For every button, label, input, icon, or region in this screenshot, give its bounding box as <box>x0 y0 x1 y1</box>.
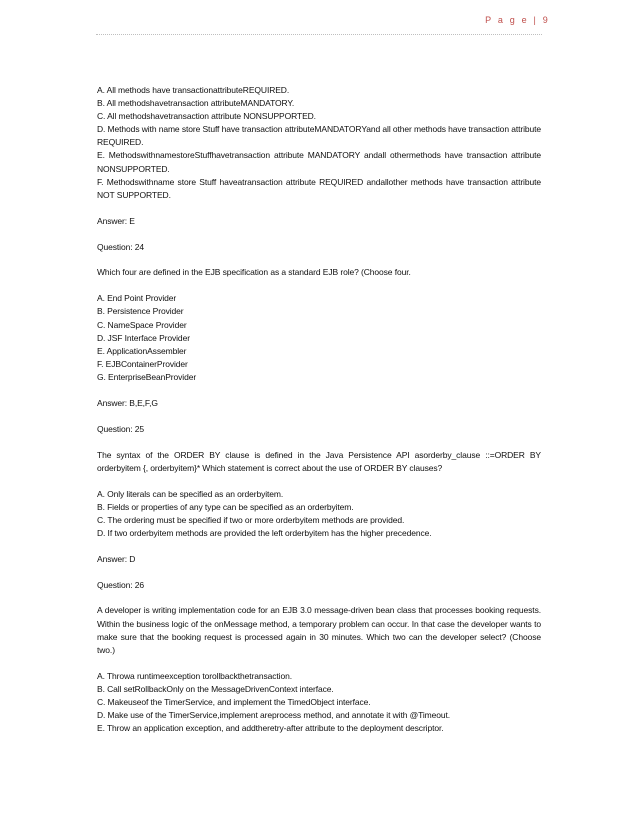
option-line: A. All methods have transactionattributeREQUIRED. <box>97 85 290 95</box>
question-label: Question: 26 <box>97 579 144 590</box>
option-line: B. Fields or properties of any type can be specified as an orderbyitem. <box>97 501 354 512</box>
answer-line: Answer: E <box>97 215 135 226</box>
option-line: B. Persistence Provider <box>97 306 184 317</box>
option-line: E. Throw an application exception, and addtheretry-after attribute to the deployment descriptor. <box>97 723 444 734</box>
option-line: C. NameSpace Provider <box>97 319 187 330</box>
option-line: G. EnterpriseBeanProvider <box>97 371 197 382</box>
option-line: D. JSF Interface Provider <box>97 332 190 343</box>
option-line: F. Methodswithname store Stuff haveatransaction attribute REQUIRED andallother methods have transaction attribute NOT SUPPORTED. <box>97 176 541 200</box>
option-line: B. All methodshavetransaction attributeMANDATORY. <box>97 98 295 109</box>
answer-line: Answer: D <box>97 553 136 564</box>
page-header: P a g e | 9 <box>485 15 550 25</box>
option-line: A. Only literals can be specified as an orderbyitem. <box>97 488 284 499</box>
question-label: Question: 25 <box>97 423 144 434</box>
option-line: C. Makeuseof the TimerService, and implement the TimedObject interface. <box>97 696 371 707</box>
option-line: A. End Point Provider <box>97 293 177 304</box>
answer-line: Answer: B,E,F,G <box>97 397 158 408</box>
question-text: Which four are defined in the EJB specification as a standard EJB role? (Choose four. <box>97 267 411 278</box>
option-line: B. Call setRollbackOnly on the MessageDrivenContext interface. <box>97 683 334 694</box>
option-line: D. Make use of the TimerService,implement areprocess method, and annotate it with @Timeout. <box>97 709 451 720</box>
question-text: A developer is writing implementation code for an EJB 3.0 message-driven bean class that processes booking requests. Within the business logic of the onMessage method, a temporary problem can occur. In that case the developer wants to make sure that the booking request is processed again in 30 minutes. Which two can the developer select? (Choose two.) <box>97 605 541 655</box>
option-line: F. EJBContainerProvider <box>97 358 188 369</box>
option-line: C. All methodshavetransaction attribute NONSUPPORTED. <box>97 111 316 122</box>
question-text: The syntax of the ORDER BY clause is defined in the Java Persistence API asorderby_clause ::=ORDER BY orderbyitem {, orderbyitem}* Which statement is correct about the use of ORDER BY clauses? <box>97 449 541 473</box>
document-body <box>97 84 541 735</box>
option-line: A. Throwa runtimeexception torollbackthetransaction. <box>97 670 292 681</box>
option-line: D. If two orderbyitem methods are provided the left orderbyitem has the higher precedence. <box>97 527 432 538</box>
option-line: D. Methods with name store Stuff have transaction attributeMANDATORYand all other methods have transaction attribute REQUIRED. <box>97 124 542 148</box>
header-divider <box>96 34 542 35</box>
option-line: E. MethodswithnamestoreStuffhavetransaction attribute MANDATORY andall othermethods have transaction attribute NONSUPPORTED. <box>97 150 541 174</box>
question-label: Question: 24 <box>97 241 144 252</box>
option-line: E. ApplicationAssembler <box>97 345 187 356</box>
option-line: C. The ordering must be specified if two or more orderbyitem methods are provided. <box>97 514 405 525</box>
